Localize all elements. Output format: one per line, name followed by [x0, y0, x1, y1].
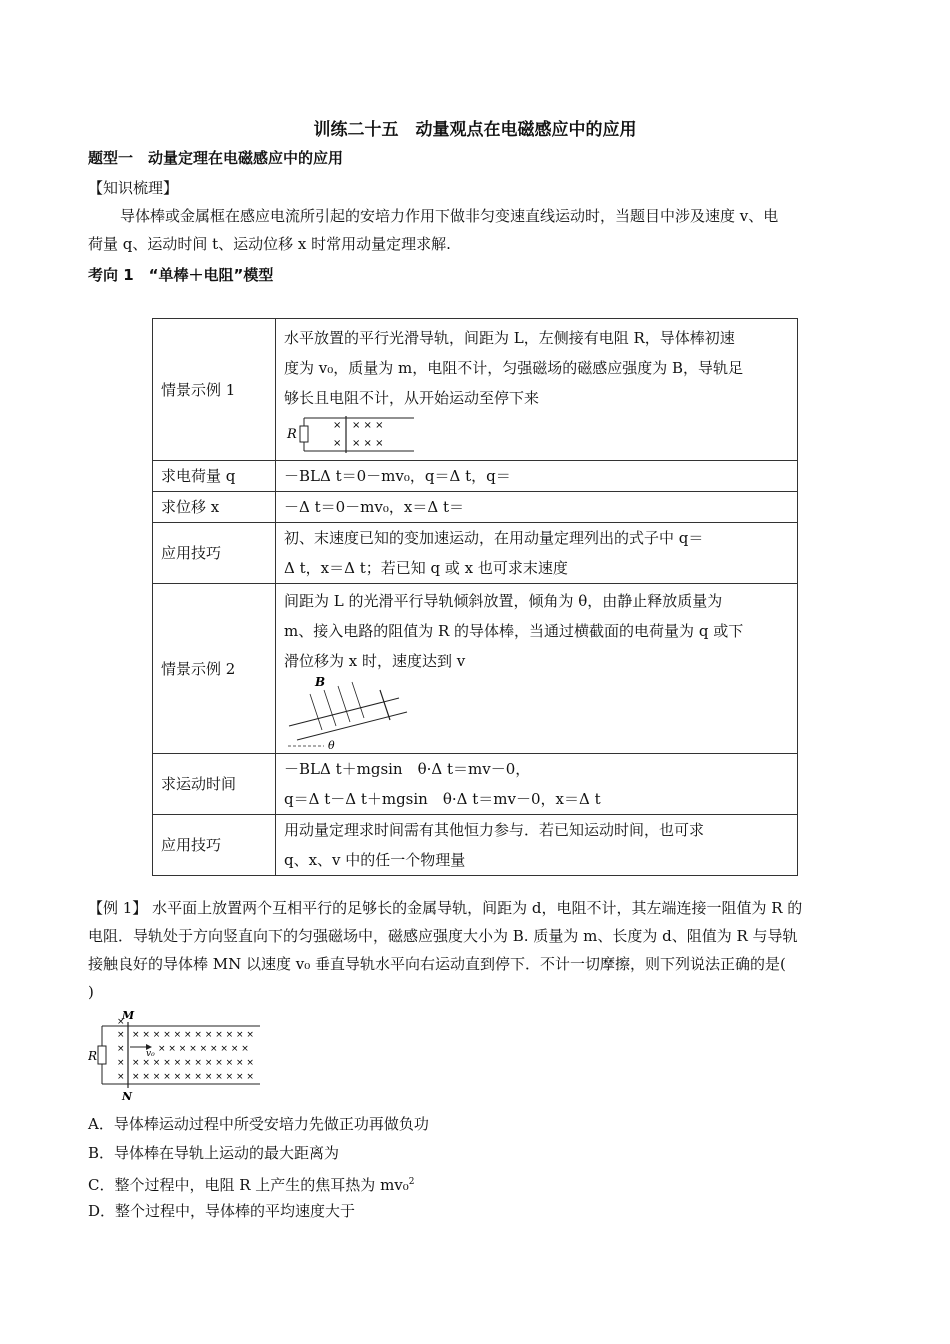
intro-line-1: 导体棒或金属框在感应电流所引起的安培力作用下做非匀变速直线运动时，当题目中涉及速度 v、电 — [120, 207, 779, 225]
formula-text: －Δ t＝0－mv₀，x＝Δ t＝ — [276, 492, 798, 523]
resistor-label: R — [287, 426, 297, 442]
example-tag: 【例 1】 — [88, 899, 148, 917]
table-label: 求位移 x — [153, 492, 276, 523]
svg-text:×: × — [333, 419, 342, 431]
table-cell — [276, 584, 798, 754]
rail-figure-2 — [88, 1010, 268, 1102]
example-text: 水平面上放置两个互相平行的足够长的金属导轨，间距为 d，电阻不计，其左端连接一阻值为 R 的 — [152, 899, 803, 917]
svg-text:× × ×: × × × — [352, 419, 384, 431]
option-b: B．导体棒在导轨上运动的最大距离为 — [88, 1144, 340, 1162]
rail-figure-1 — [284, 413, 789, 457]
table-label: 求电荷量 q — [153, 461, 276, 492]
knowledge-tag: 【知识梳理】 — [88, 179, 179, 197]
incline-figure — [284, 676, 789, 752]
formula-text: －BLΔ t＋mgsin θ·Δ t＝mv－0， — [284, 760, 531, 778]
table-cell — [276, 754, 798, 815]
tip-text: 用动量定理求时间需有其他恒力参与．若已知运动时间，也可求 — [284, 821, 705, 839]
page-title: 训练二十五 动量观点在电磁感应中的应用 — [313, 120, 637, 140]
option-c-text: C．整个过程中，电阻 R 上产生的焦耳热为 mv₀ — [88, 1176, 409, 1194]
svg-text:×: × — [333, 437, 342, 449]
example-line-3: 接触良好的导体棒 MN 以速度 v₀ 垂直导轨水平向右运动直到停下．不计一切摩擦，则下列说法正确的是( — [88, 955, 786, 973]
table-cell — [276, 319, 798, 461]
knowledge-table — [152, 318, 798, 876]
scenario-text: 滑位移为 x 时，速度达到 v — [284, 651, 466, 670]
section-heading: 题型一 动量定理在电磁感应中的应用 — [88, 149, 344, 167]
tip-text: Δ t，x＝Δ t；若已知 q 或 x 也可求末速度 — [284, 559, 568, 577]
svg-text:×: × — [117, 1072, 125, 1082]
table-label: 求运动时间 — [153, 754, 276, 815]
intro-line-2: 荷量 q、运动时间 t、运动位移 x 时常用动量定理求解. — [88, 235, 451, 253]
scenario-text: 够长且电阻不计，从开始运动至停下来 — [284, 388, 540, 407]
velocity-label: v₀ — [146, 1049, 155, 1059]
scenario-text: m、接入电路的阻值为 R 的导体棒，当通过横截面的电荷量为 q 或下 — [284, 621, 744, 640]
svg-text:×: × — [117, 1017, 125, 1027]
svg-text:×: × — [117, 1030, 125, 1040]
svg-text:× × × × × × × × × × × ×: × × × × × × × × × × × × — [132, 1030, 254, 1040]
table-cell — [276, 523, 798, 584]
tip-text: 初、末速度已知的变加速运动，在用动量定理列出的式子中 q＝ — [284, 529, 704, 547]
svg-text:× × × × × × × × × × × ×: × × × × × × × × × × × × — [132, 1058, 254, 1068]
table-label: 应用技巧 — [153, 815, 276, 876]
resistor-label: R — [88, 1049, 98, 1063]
option-a: A．导体棒运动过程中所受安培力先做正功再做负功 — [88, 1115, 429, 1133]
table-label: 情景示例 2 — [153, 584, 276, 754]
svg-text:× × ×: × × × — [352, 437, 384, 449]
formula-text: q＝Δ t－Δ t＋mgsin θ·Δ t＝mv－0，x＝Δ t — [284, 790, 601, 808]
scenario-text: 间距为 L 的光滑平行导轨倾斜放置，倾角为 θ，由静止释放质量为 — [284, 591, 723, 610]
angle-label: θ — [328, 738, 335, 752]
example-line-2: 电阻．导轨处于方向竖直向下的匀强磁场中，磁感应强度大小为 B. 质量为 m、长度为 d、阻值为 R 与导轨 — [88, 927, 798, 945]
direction-heading: 考向 1 “单棒＋电阻”模型 — [88, 266, 274, 284]
svg-text:× × × × × × × × ×: × × × × × × × × × — [158, 1044, 249, 1054]
example-line-4: ) — [88, 983, 94, 1001]
scenario-text: 水平放置的平行光滑导轨，间距为 L，左侧接有电阻 R，导体棒初速 — [284, 328, 735, 347]
svg-text:×: × — [117, 1058, 125, 1068]
table-cell — [276, 815, 798, 876]
table-label: 情景示例 1 — [153, 319, 276, 461]
formula-text: －BLΔ t＝0－mv₀，q＝Δ t，q＝ — [276, 461, 798, 492]
tip-text: q、x、v 中的任一个物理量 — [284, 851, 466, 869]
end-label-n: N — [122, 1090, 133, 1102]
svg-text:×: × — [117, 1044, 125, 1054]
svg-text:× × × × × × × × × × × ×: × × × × × × × × × × × × — [132, 1072, 254, 1082]
field-label: B — [315, 675, 326, 689]
scenario-text: 度为 v₀，质量为 m，电阻不计，匀强磁场的磁感应强度为 B，导轨足 — [284, 358, 744, 377]
option-c-superscript: 2 — [408, 1177, 415, 1187]
table-label: 应用技巧 — [153, 523, 276, 584]
end-label-m: M — [122, 1010, 135, 1022]
option-d: D．整个过程中，导体棒的平均速度大于 — [88, 1202, 356, 1220]
example-line-1 — [88, 893, 802, 923]
